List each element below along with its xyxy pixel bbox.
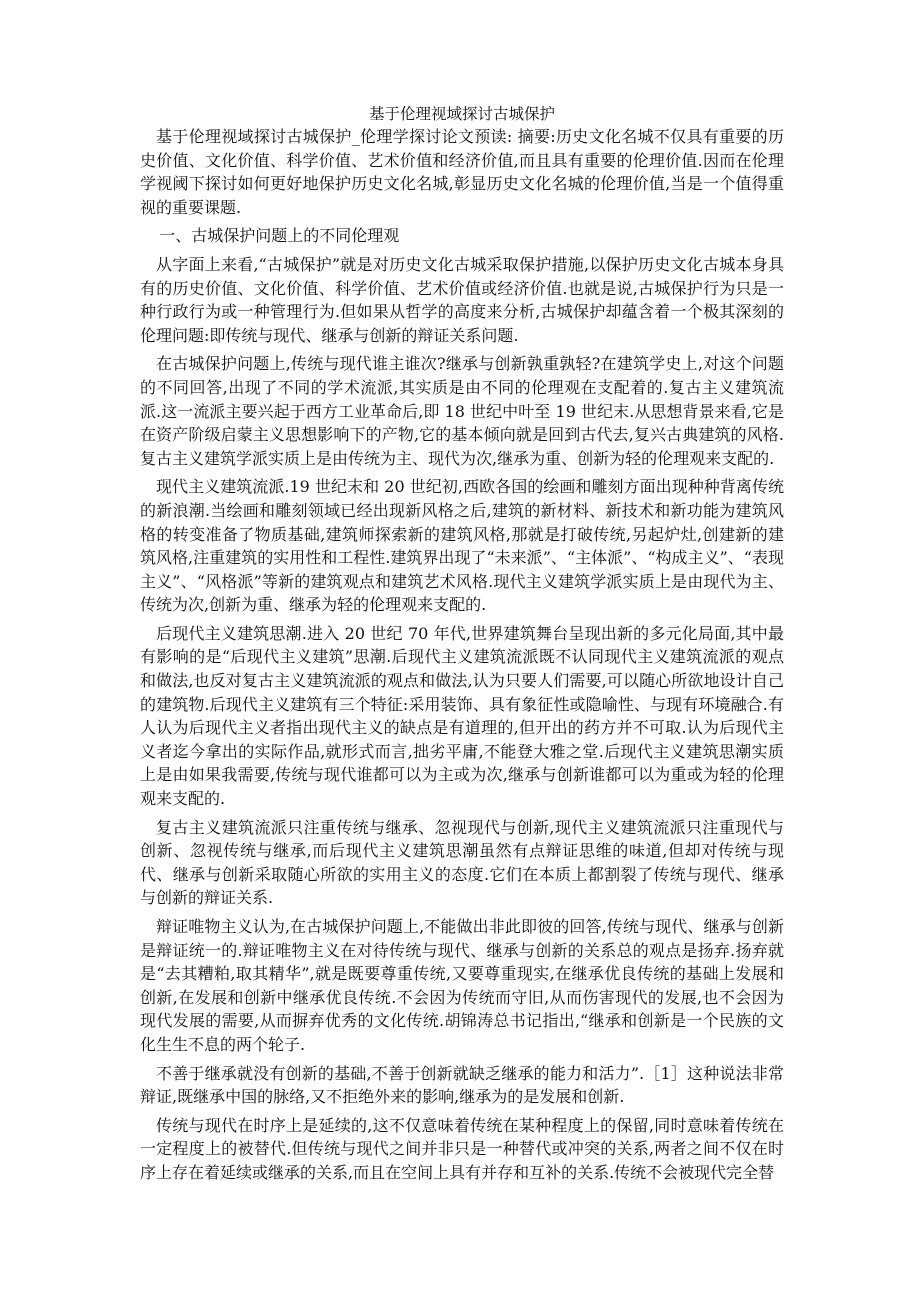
section-heading: 一、古城保护问题上的不同伦理观	[159, 226, 400, 246]
document-page	[140, 104, 784, 1185]
paragraph: 现代主义建筑流派.19 世纪末和 20 世纪初,西欧各国的绘画和雕刻方面出现种种背离传统的新浪潮.当绘画和雕刻领域已经出现新风格之后,建筑的新材料、新技术和新功能为建筑风格的转变准备了物质基础,建筑师探索新的建筑风格,那就是打破传统,另起炉灶,创建新的建筑风格,注重建筑的实用性和工程性.建筑界出现了“未来派”、“主体派”、“构成主义”、“表现主义”、“风格派”等新的建筑观点和建筑艺术风格.现代主义建筑学派实质上是由现代为主、传统为次,创新为重、继承为轻的伦理观来支配的.	[140, 477, 784, 615]
paragraph: 在古城保护问题上,传统与现代谁主谁次?继承与创新孰重孰轻?在建筑学史上,对这个问题的不同回答,出现了不同的学术流派,其实质是由不同的伦理观在支配着的.复古主义建筑流派.这一流派主要兴起于西方工业革命后,即 18 世纪中叶至 19 世纪末.从思想背景来看,它是在资产阶级启蒙主义思想影响下的产物,它的基本倾向就是回到古代去,复兴古典建筑的风格.复古主义建筑学派实质上是由传统为主、现代为次,继承为重、创新为轻的伦理观来支配的.	[140, 354, 784, 468]
document-title: 基于伦理视域探讨古城保护	[368, 105, 555, 123]
paragraph: 从字面上来看,“古城保护”就是对历史文化古城采取保护措施,以保护历史文化古城本身具有的历史价值、文化价值、科学价值、艺术价值或经济价值.也就是说,古城保护行为只是一种行政行为或一种管理行为.但如果从哲学的高度来分析,古城保护却蕴含着一个极其深刻的伦理问题:即传统与现代、继承与创新的辩证关系问题.	[140, 254, 784, 345]
paragraph: 不善于继承就没有创新的基础,不善于创新就缺乏继承的能力和活力”.［1］这种说法非常辩证,既继承中国的脉络,又不拒绝外来的影响,继承为的是发展和创新.	[140, 1063, 784, 1107]
paragraph: 后现代主义建筑思潮.进入 20 世纪 70 年代,世界建筑舞台呈现出新的多元化局面,其中最有影响的是“后现代主义建筑”思潮.后现代主义建筑流派既不认同现代主义建筑流派的观点和做法,也反对复古主义建筑流派的观点和做法,认为只要人们需要,可以随心所欲地设计自己的建筑物.后现代主义建筑有三个特征:采用装饰、具有象征性或隐喻性、与现有环境融合.有人认为后现代主义者指出现代主义的缺点是有道理的,但开出的药方并不可取.认为后现代主义者迄今拿出的实际作品,就形式而言,拙劣平庸,不能登大雅之堂.后现代主义建筑思潮实质上是由如果我需要,传统与现代谁都可以为主或为次,继承与创新谁都可以为重或为轻的伦理观来支配的.	[140, 623, 784, 809]
paragraph: 传统与现代在时序上是延续的,这不仅意味着传统在某种程度上的保留,同时意味着传统在一定程度上的被替代.但传统与现代之间并非只是一种替代或冲突的关系,两者之间不仅在时序上存在着延续或继承的关系,而且在空间上具有并存和互补的关系.传统不会被现代完全替	[140, 1115, 784, 1182]
paragraph: 辩证唯物主义认为,在古城保护问题上,不能做出非此即彼的回答,传统与现代、继承与创新是辩证统一的.辩证唯物主义在对待传统与现代、继承与创新的关系总的观点是扬弃.扬弃就是“去其糟粕,取其精华”,就是既要尊重传统,又要尊重现实,在继承优良传统的基础上发展和创新,在发展和创新中继承优良传统.不会因为传统而守旧,从而伤害现代的发展,也不会因为现代发展的需要,从而摒弃优秀的文化传统.胡锦涛总书记指出,“继承和创新是一个民族的文化生生不息的两个轮子.	[140, 917, 784, 1054]
paragraph: 复古主义建筑流派只注重传统与继承、忽视现代与创新,现代主义建筑流派只注重现代与创新、忽视传统与继承,而后现代主义建筑思潮虽然有点辩证思维的味道,但却对传统与现代、继承与创新采取随心所欲的实用主义的态度.它们在本质上都割裂了传统与现代、继承与创新的辩证关系.	[140, 817, 784, 908]
paragraph-abstract: 基于伦理视域探讨古城保护_伦理学探讨论文预读: 摘要:历史文化名城不仅具有重要的历史价值、文化价值、科学价值、艺术价值和经济价值,而且具有重要的伦理价值.因而在伦理学视阈下探讨如何更好地保护历史文化名城,彰显历史文化名城的伦理价值,当是一个值得重视的重要课题.	[140, 127, 784, 217]
